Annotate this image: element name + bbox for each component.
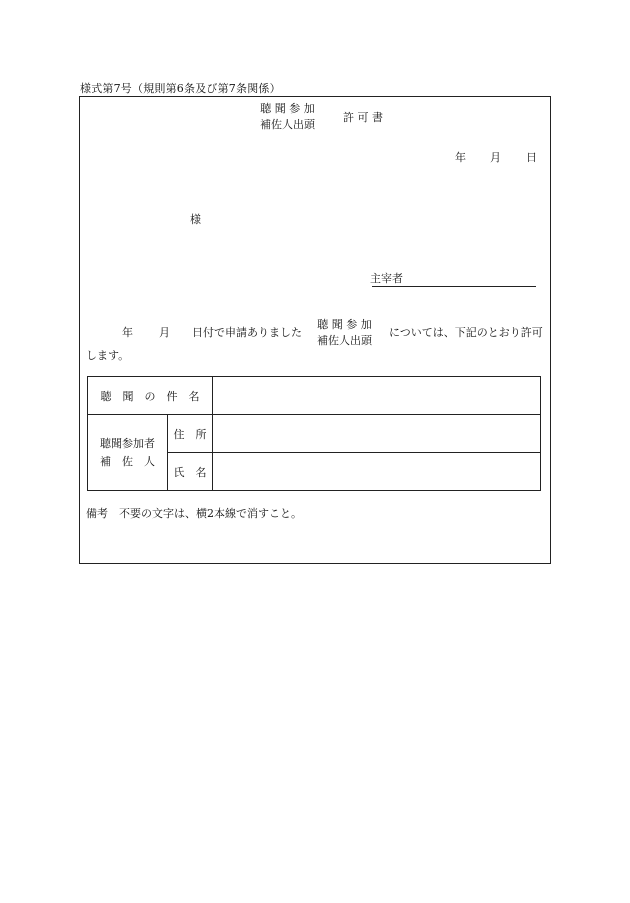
body-date-year: 年 [122, 326, 133, 339]
host-label: 主宰者 [370, 272, 403, 285]
body-request-text: 日付で申請ありました [192, 326, 302, 339]
details-table [87, 376, 541, 491]
title-option-stack [260, 101, 315, 133]
address-field[interactable] [213, 415, 541, 453]
assistant-label: 補 佐 人 [100, 454, 155, 468]
case-name-label: 聴 聞 の 件 名 [88, 377, 213, 415]
date-day-label: 日 [526, 151, 537, 164]
title-option-assistant: 補佐人出頭 [260, 118, 315, 131]
body-option-stack [317, 317, 372, 349]
case-name-field[interactable] [213, 377, 541, 415]
host-signature-line [372, 286, 536, 287]
name-label: 氏 名 [168, 453, 213, 491]
participant-label: 聴聞参加者 [100, 436, 155, 450]
permit-form-frame [79, 96, 551, 564]
body-continuation: します。 [86, 349, 130, 362]
date-year-label: 年 [455, 151, 466, 164]
recipient-honorific: 様 [190, 213, 201, 226]
title-suffix: 許 可 書 [343, 111, 383, 124]
name-field[interactable] [213, 453, 541, 491]
date-month-label: 月 [490, 151, 501, 164]
body-date-month: 月 [159, 326, 170, 339]
table-row [88, 415, 541, 453]
participant-label-cell [88, 415, 168, 491]
body-option-assistant: 補佐人出頭 [317, 334, 372, 347]
title-option-hearing: 聴 聞 参 加 [260, 102, 315, 115]
remarks-note: 備考 不要の文字は、横2本線で消すこと。 [86, 507, 302, 520]
form-number-label: 様式第7号（規則第6条及び第7条関係） [80, 82, 281, 95]
body-tail-text: については、下記のとおり許可 [389, 326, 543, 339]
body-option-hearing: 聴 聞 参 加 [317, 318, 372, 331]
table-row [88, 377, 541, 415]
address-label: 住 所 [168, 415, 213, 453]
